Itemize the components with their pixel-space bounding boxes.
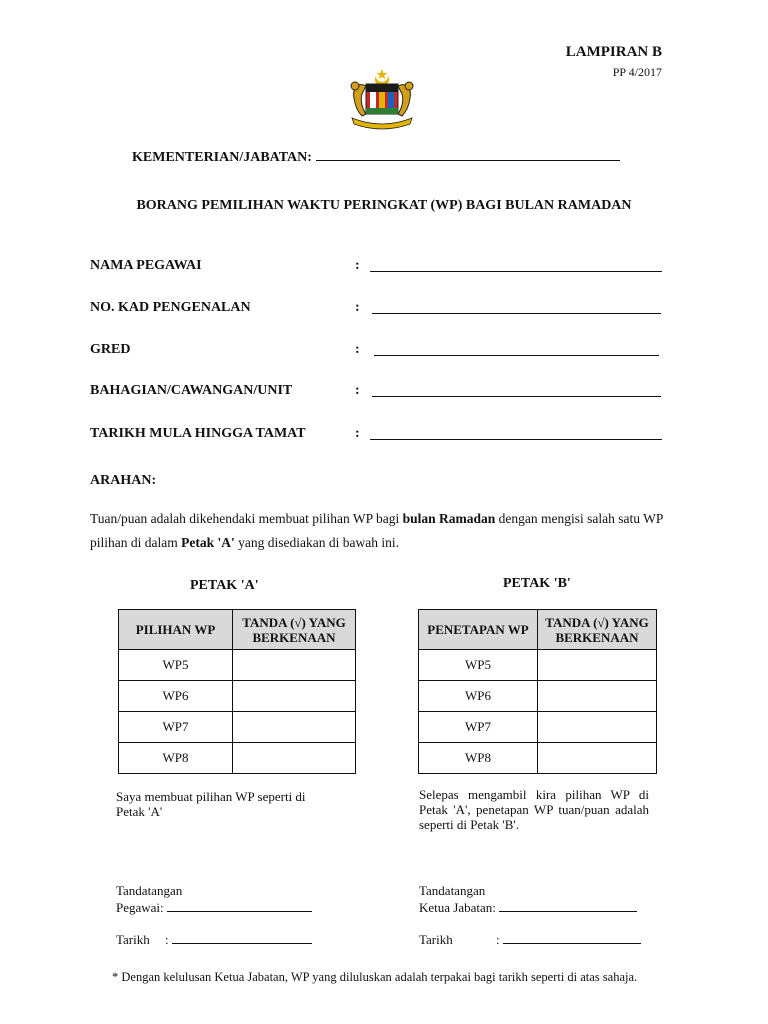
signature-b-input[interactable] (499, 899, 637, 912)
petak-b-wp6-check-cell[interactable] (538, 681, 657, 712)
tarikh-b-colon: : (496, 932, 500, 947)
kementerian-field (132, 147, 620, 166)
table-row (119, 743, 356, 774)
tarikh-b-input[interactable] (503, 931, 641, 944)
signature-b-label: Ketua Jabatan: (419, 900, 496, 915)
petak-a-title: PETAK 'A' (190, 578, 259, 593)
petak-b-table (418, 609, 657, 774)
bahagian-input[interactable] (372, 396, 661, 397)
table-row (119, 681, 356, 712)
kementerian-input-line[interactable] (316, 147, 620, 161)
tarikh-mula-label: TARIKH MULA HINGGA TAMAT (90, 426, 306, 441)
arahan-bold-1: bulan Ramadan (402, 511, 496, 526)
signature-b-line1: Tandatangan (419, 883, 486, 898)
reference-number: PP 4/2017 (612, 65, 662, 79)
arahan-text-3: yang disediakan di bawah ini. (234, 535, 399, 550)
arahan-text-1: Tuan/puan adalah dikehendaki membuat pilihan WP bagi (90, 511, 403, 526)
colon: : (355, 342, 360, 357)
petak-b-wp8-check-cell[interactable] (538, 743, 657, 774)
table-row (419, 681, 657, 712)
kementerian-label: KEMENTERIAN/JABATAN: (132, 150, 312, 165)
tarikh-a-input[interactable] (172, 931, 312, 944)
petak-b-wp7-label: WP7 (419, 712, 538, 743)
table-row (419, 712, 657, 743)
tarikh-a-row (116, 931, 312, 948)
gred-label: GRED (90, 342, 131, 357)
petak-b-wp6-label: WP6 (419, 681, 538, 712)
signature-a-label: Pegawai: (116, 900, 164, 915)
malaysia-coat-of-arms-icon (340, 68, 424, 132)
colon: : (355, 300, 360, 315)
signature-a-line1: Tandatangan (116, 883, 183, 898)
petak-a-col-pilihan: PILIHAN WP (119, 610, 233, 650)
nama-pegawai-label: NAMA PEGAWAI (90, 258, 202, 273)
table-row (119, 712, 356, 743)
petak-b-col-tanda: TANDA (√) YANG BERKENAAN (538, 610, 657, 650)
tarikh-a-label: Tarikh (116, 932, 150, 947)
bahagian-label: BAHAGIAN/CAWANGAN/UNIT (90, 383, 293, 398)
table-row (119, 650, 356, 681)
petak-a-table (118, 609, 356, 774)
nama-pegawai-input[interactable] (370, 271, 662, 272)
petak-b-note: Selepas mengambil kira pilihan WP di Petak 'A', penetapan WP tuan/puan adalah seperti di Petak 'B'. (419, 787, 649, 832)
petak-a-wp5-label: WP5 (119, 650, 233, 681)
petak-b-wp8-label: WP8 (419, 743, 538, 774)
petak-a-wp6-check-cell[interactable] (233, 681, 356, 712)
petak-a-wp5-check-cell[interactable] (233, 650, 356, 681)
colon: : (355, 426, 360, 441)
colon: : (355, 383, 360, 398)
petak-a-wp7-check-cell[interactable] (233, 712, 356, 743)
tarikh-a-colon: : (165, 932, 169, 947)
petak-a-wp8-label: WP8 (119, 743, 233, 774)
petak-b-wp7-check-cell[interactable] (538, 712, 657, 743)
table-row (419, 743, 657, 774)
tarikh-b-label: Tarikh (419, 932, 453, 947)
no-kad-pengenalan-label: NO. KAD PENGENALAN (90, 300, 251, 315)
tarikh-mula-input[interactable] (370, 439, 662, 440)
petak-a-wp7-label: WP7 (119, 712, 233, 743)
petak-a-note: Saya membuat pilihan WP seperti di Petak 'A' (116, 789, 306, 819)
arahan-heading: ARAHAN: (90, 473, 157, 488)
no-kad-pengenalan-input[interactable] (372, 313, 661, 314)
petak-b-title: PETAK 'B' (503, 576, 571, 591)
petak-a-col-tanda: TANDA (√) YANG BERKENAAN (233, 610, 356, 650)
table-row (419, 650, 657, 681)
petak-b-wp5-label: WP5 (419, 650, 538, 681)
signature-a-block (116, 882, 312, 916)
tarikh-b-row (419, 931, 641, 948)
form-title: BORANG PEMILIHAN WAKTU PERINGKAT (WP) BAGI BULAN RAMADAN (136, 198, 632, 213)
signature-b-block (419, 882, 637, 916)
gred-input[interactable] (374, 355, 659, 356)
arahan-bold-2: Petak 'A' (181, 535, 235, 550)
colon: : (355, 258, 360, 273)
footnote: * Dengan kelulusan Ketua Jabatan, WP yang diluluskan adalah terpakai bagi tarikh seperti di atas sahaja. (112, 970, 638, 984)
arahan-paragraph (90, 507, 680, 555)
petak-a-wp8-check-cell[interactable] (233, 743, 356, 774)
petak-a-wp6-label: WP6 (119, 681, 233, 712)
arahan-text-2: dengan mengisi salah satu WP pilihan di dalam (90, 511, 663, 550)
petak-b-col-penetapan: PENETAPAN WP (419, 610, 538, 650)
lampiran-label: LAMPIRAN B (565, 44, 662, 60)
signature-a-input[interactable] (167, 899, 312, 912)
petak-b-wp5-check-cell[interactable] (538, 650, 657, 681)
